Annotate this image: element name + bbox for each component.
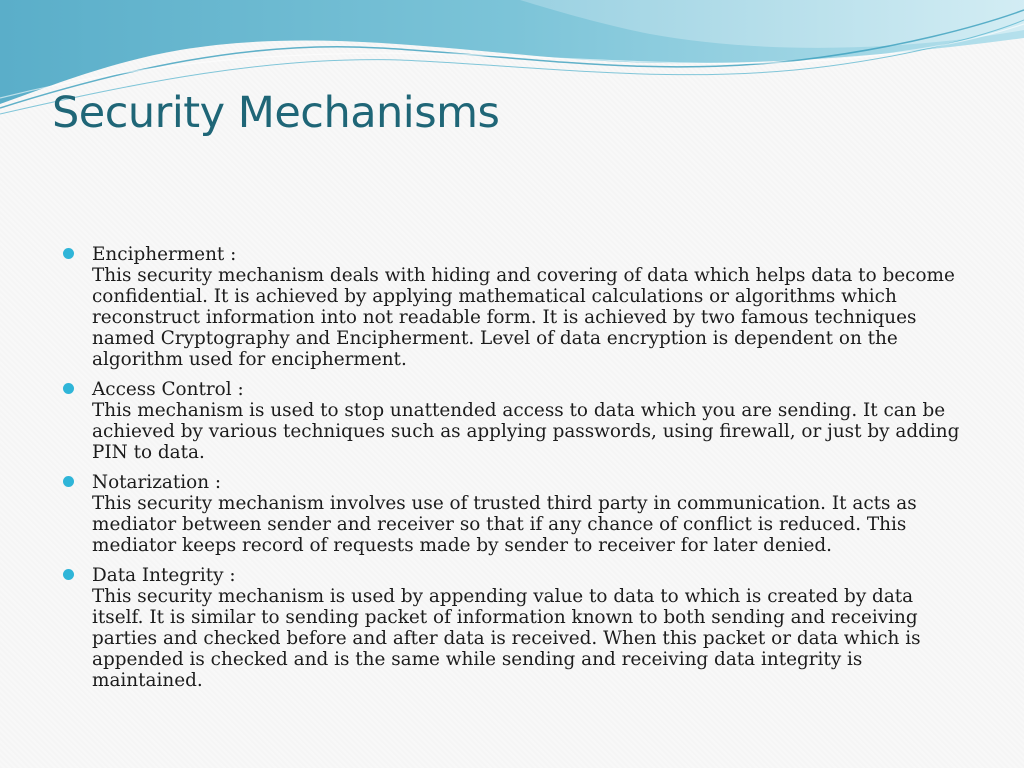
bullet-dot-icon	[63, 383, 74, 394]
bullet-dot-icon	[63, 248, 74, 259]
bullet-body: This security mechanism involves use of trusted third party in communication. It acts as mediator between sender and receiver so that if any chance of conflict is reduced. This mediator keeps record of requests made by sender to receiver for later denied.	[92, 493, 917, 556]
bullet-heading: Access Control :	[92, 379, 244, 400]
bullet-heading: Encipherment :	[92, 244, 237, 265]
bullet-body: This security mechanism is used by appending value to data to which is created by data itself. It is similar to sending packet of information known to both sending and receiving parties and checked before and after data is received. When this packet or data which is appended is checked and is the same while sending and receiving data integrity is maintained.	[92, 586, 921, 691]
list-item	[60, 244, 960, 370]
bullet-heading: Data Integrity :	[92, 565, 236, 586]
list-item	[60, 472, 960, 556]
list-item	[60, 379, 960, 463]
bullet-body: This security mechanism deals with hiding and covering of data which helps data to become confidential. It is achieved by applying mathematical calculations or algorithms which reconstruct information into not readable form. It is achieved by two famous techniques named Cryptography and Encipherment. Level of data encryption is dependent on the algorithm used for encipherment.	[92, 265, 955, 370]
list-item	[60, 565, 960, 691]
bullet-dot-icon	[63, 569, 74, 580]
bullet-list	[60, 244, 960, 700]
bullet-body: This mechanism is used to stop unattended access to data which you are sending. It can be achieved by various techniques such as applying passwords, using firewall, or just by adding PIN to data.	[92, 400, 960, 463]
bullet-dot-icon	[63, 476, 74, 487]
slide-title: Security Mechanisms	[52, 88, 500, 138]
bullet-heading: Notarization :	[92, 472, 222, 493]
